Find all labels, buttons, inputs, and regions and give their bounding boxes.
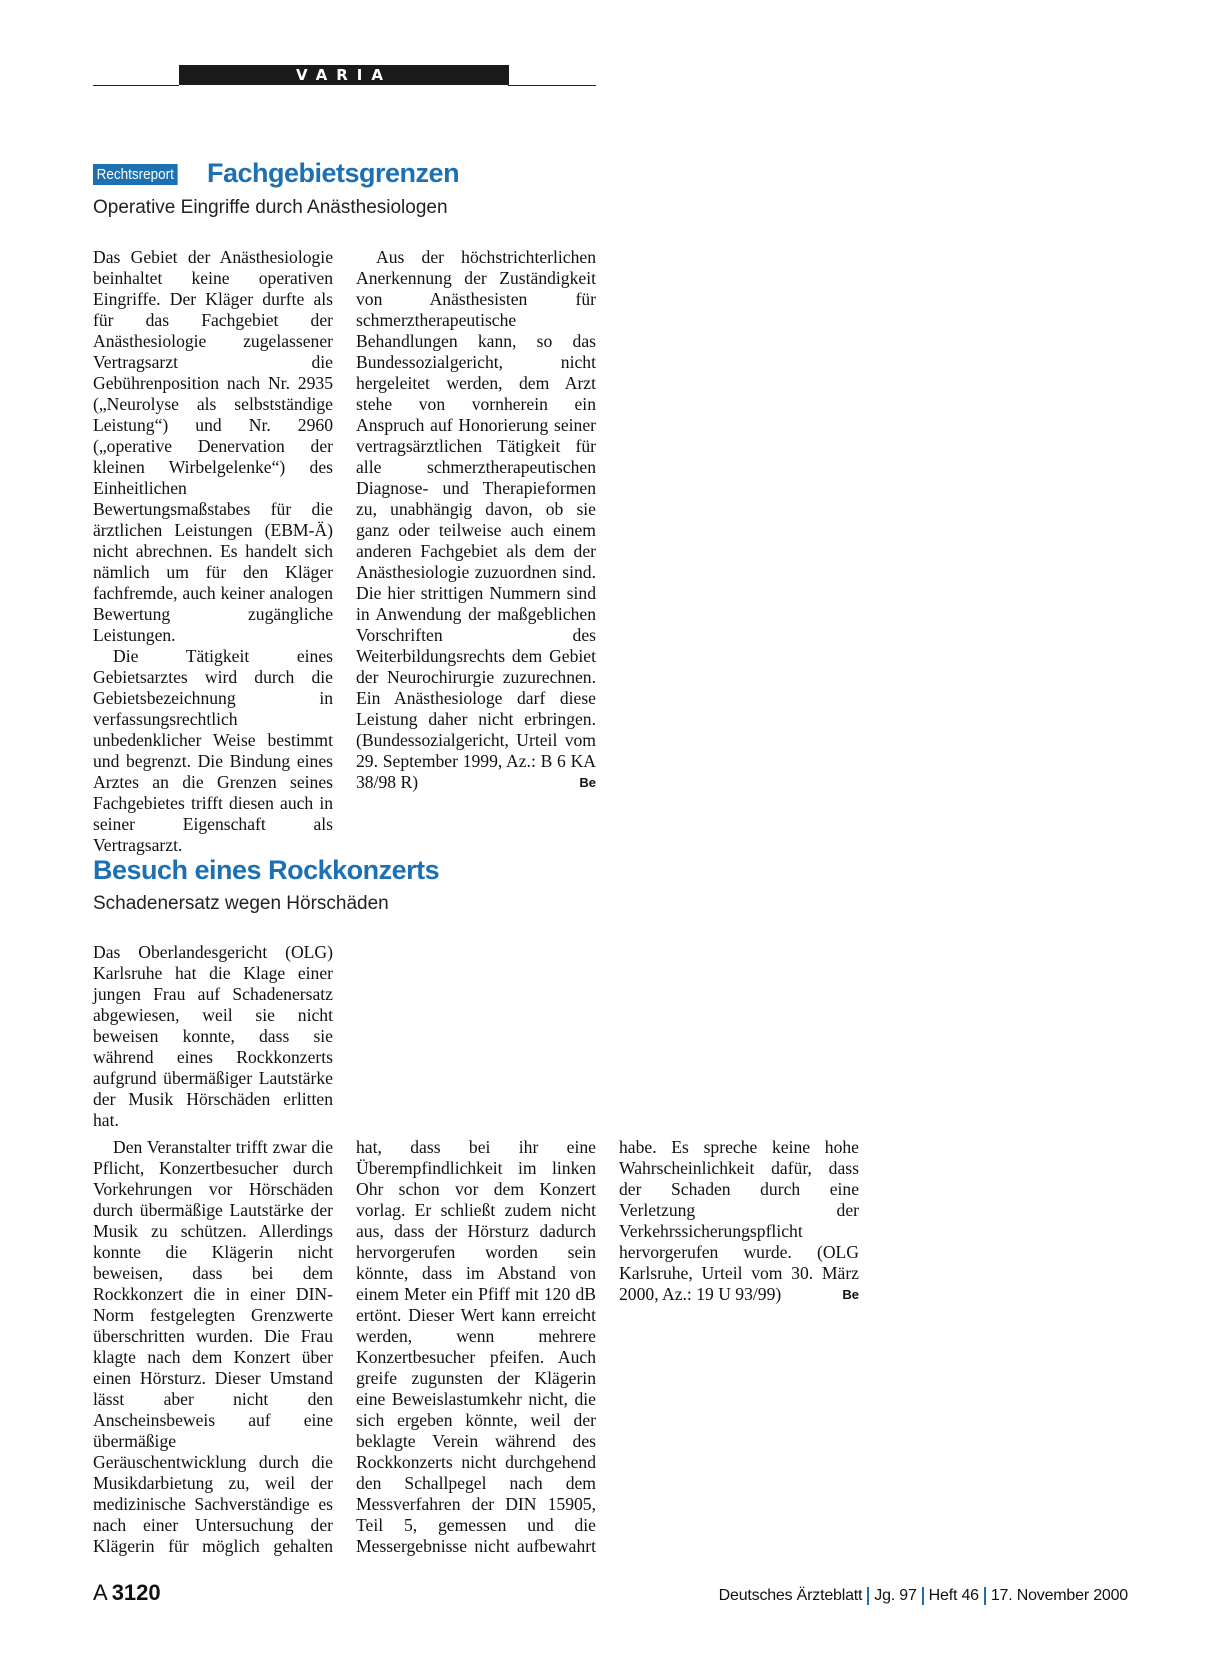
- article2-paragraph: Das Oberlandesgericht (OLG) Karlsruhe hat die Klage einer jungen Frau auf Schadenersatz abgewiesen, weil sie nicht beweisen konnte, dass sie während eines Rockkonzerts aufgrund übermäßiger Lautstärke der Musik Hörschäden erlitten hat.: [93, 942, 333, 1130]
- page-number: [93, 1581, 161, 1605]
- article2-columns: [93, 1137, 859, 1557]
- article1-paragraph: [356, 247, 596, 793]
- journal-name: Deutsches Ärzteblatt: [718, 1587, 863, 1604]
- article1-column-2: [356, 247, 596, 793]
- footer-separator: [867, 1587, 869, 1605]
- article1-paragraph-text: Aus der höchstrichterlichen Anerkennung der Zuständigkeit von Anästhesisten für schmerztherapeutische Behandlungen kann, so das Bundessozialgericht, nicht hergeleitet werden, dem Arzt stehe von vornherein ein Anspruch auf Honorierung seiner vertragsärztlichen Tätigkeit für alle schmerztherapeutischen Diagnose- und Therapieformen zu, unabhängig davon, ob sie ganz oder teilweise auch einem anderen Fachgebiet als dem der Anästhesiologie zuzuordnen sind. Die hier strittigen Nummern sind in Anwendung der maßgeblichen Vorschriften des Weiterbildungsrechts dem Gebiet der Neurochirurgie zuzurechnen. Ein Anästhesiologe darf diese Leistung daher nicht erbringen. (Bundessozialgericht, Urteil vom 29. September 1999, Az.: B 6 KA 38/98 R): [356, 247, 596, 792]
- header-rule-right: [508, 85, 596, 86]
- journal-volume: Jg. 97: [874, 1587, 917, 1604]
- page-prefix: A: [93, 1580, 108, 1605]
- rubric-tag: Rechtsreport: [93, 164, 177, 185]
- journal-issue: Heft 46: [928, 1587, 979, 1604]
- article2-paragraph-text: Den Veranstalter trifft zwar die Pflicht, Konzertbesucher durch Vorkehrungen vor Hörschäden durch übermäßige Lautstärke der Musik zu schützen. Allerdings konnte die Klägerin nicht beweisen, dass bei dem Rockkonzert die in einer DIN-Norm festgelegten Grenzwerte überschritten wurden. Die Frau klagte nach dem Konzert über einen Hörsturz. Dieser Umstand lässt aber nicht den Anscheinsbeweis auf eine übermäßige Geräuschentwicklung durch die Musikdarbietung zu, weil der medizinische Sachverständige es nach einer Untersuchung der Klägerin für möglich gehalten hat, dass bei ihr eine Überempfindlichkeit im linken Ohr schon vor dem Konzert vorlag. Er schließt zudem nicht aus, dass der Hörsturz dadurch hervorgerufen worden sein könnte, dass im Abstand von einem Meter ein Pfiff mit 120 dB ertönt. Dieser Wert kann erreicht werden, wenn mehrere Konzertbesucher pfeifen. Auch greife zugunsten der Klägerin eine Beweislastumkehr nicht, die sich ergeben könnte, weil der beklagte Verein während des Rockkonzerts nicht durchgehend den Schallpegel nach dem Messverfahren der DIN 15905, Teil 5, gemessen und die Messergebnisse nicht aufbewahrt habe. Es spreche keine hohe Wahrscheinlichkeit dafür, dass der Schaden durch eine Verletzung der Verkehrssicherungspflicht hervorgerufen wurde. (OLG Karlsruhe, Urteil vom 30. März 2000, Az.: 19 U 93/99): [93, 1137, 859, 1556]
- article2-paragraph: [93, 1137, 859, 1557]
- article2-title: Besuch eines Rockkonzerts: [93, 855, 440, 885]
- footer-separator: [922, 1587, 924, 1605]
- section-header-bar: VARIA: [179, 65, 509, 85]
- article2-column-1: [93, 942, 333, 1131]
- article1-subtitle: Operative Eingriffe durch Anästhesiologen: [93, 197, 448, 218]
- footer-separator: [984, 1587, 986, 1605]
- header-rule-left: [93, 85, 179, 86]
- article1-column-1: [93, 247, 333, 856]
- article1-author-signature: Be: [579, 775, 596, 790]
- page-number-value: 3120: [111, 1580, 161, 1605]
- journal-date: 17. November 2000: [990, 1587, 1128, 1604]
- article1-paragraph: Das Gebiet der Anästhesiologie beinhaltet keine operativen Eingriffe. Der Kläger durfte als für das Fachgebiet der Anästhesiologie zugelassener Vertragsarzt die Gebührenposition nach Nr. 2935 („Neurolyse als selbstständige Leistung“) und Nr. 2960 („operative Denervation der kleinen Wirbelgelenke“) des Einheitlichen Bewertungsmaßstabes für die ärztlichen Leistungen (EBM-Ä) nicht abrechnen. Es handelt sich nämlich um für den Kläger fachfremde, auch keiner analogen Bewertung zugängliche Leistungen.: [93, 247, 333, 645]
- article2-subtitle: Schadenersatz wegen Hörschäden: [93, 893, 389, 914]
- article1-title: Fachgebietsgrenzen: [207, 158, 460, 188]
- article1-paragraph: Die Tätigkeit eines Gebietsarztes wird durch die Gebietsbezeichnung in verfassungsrechtlich unbedenklicher Weise bestimmt und begrenzt. Die Bindung eines Arztes an die Grenzen seines Fachgebietes trifft diesen auch in seiner Eigenschaft als Vertragsarzt.: [93, 646, 333, 855]
- article2-author-signature: Be: [842, 1287, 859, 1302]
- journal-footer: [719, 1587, 1128, 1605]
